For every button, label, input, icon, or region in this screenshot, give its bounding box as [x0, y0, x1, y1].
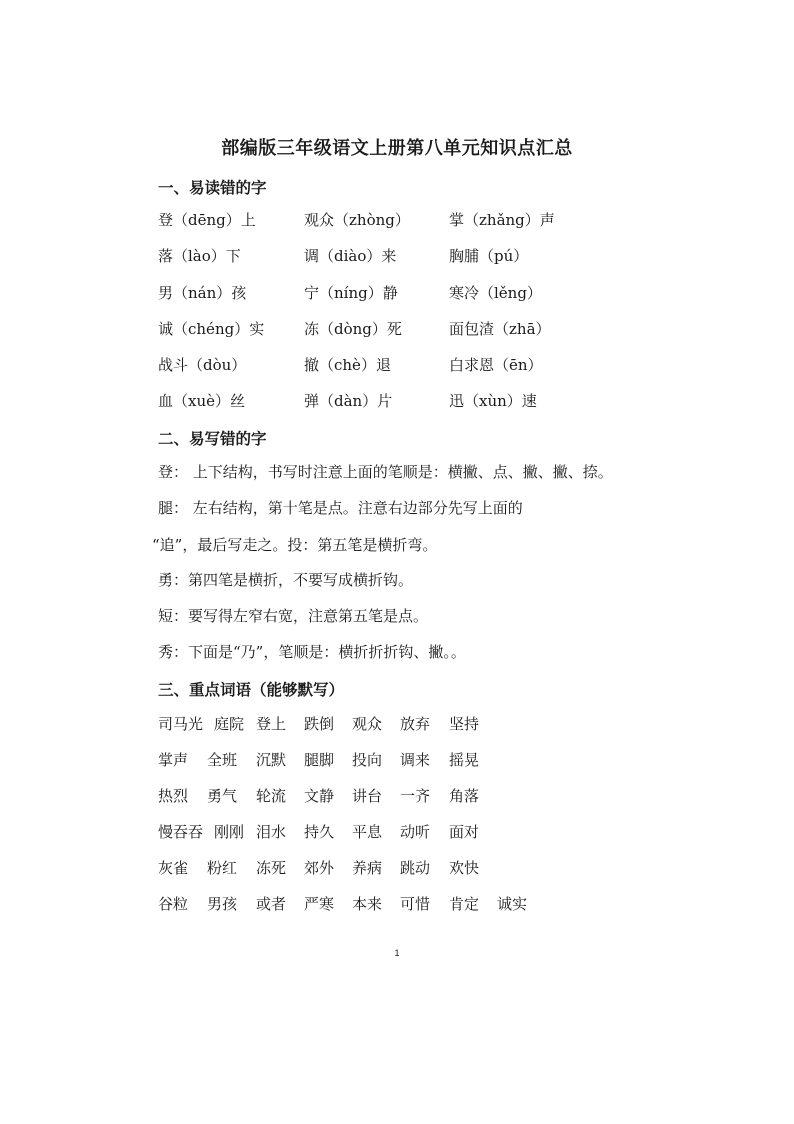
pinyin-cell: 面包渣（zhā） [449, 320, 551, 338]
pinyin-cell: 观众（zhòng） [304, 211, 410, 229]
word-item: 男孩 [207, 895, 238, 913]
word-item: 摇晃 [449, 751, 480, 769]
pinyin-cell: 迅（xùn）速 [449, 392, 537, 410]
pinyin-cell: 男（nán）孩 [158, 284, 247, 302]
word-item: 放弃 [400, 715, 431, 733]
word-item: 粉红 [207, 859, 238, 877]
word-item: 谷粒 [158, 895, 189, 913]
page-number: 1 [394, 948, 400, 958]
word-item: 角落 [449, 787, 480, 805]
word-item: 可惜 [400, 895, 431, 913]
writing-note: 秀：下面是“乃”，笔顺是：横折折折钩、撇。。 [158, 643, 466, 661]
word-item: 庭院 [214, 715, 245, 733]
word-item: 平息 [352, 823, 383, 841]
writing-note: 登： 上下结构，书写时注意上面的笔顺是：横撇、点、撇、撇、捺。 [158, 463, 613, 481]
pinyin-cell: 落（lào）下 [158, 247, 241, 265]
pinyin-cell: 冻（dòng）死 [304, 320, 402, 338]
word-item: 坚持 [449, 715, 480, 733]
word-item: 养病 [352, 859, 383, 877]
word-item: 文静 [304, 787, 335, 805]
word-item: 讲台 [352, 787, 383, 805]
word-item: 慢吞吞 [158, 823, 204, 841]
pinyin-cell: 掌（zhǎng）声 [449, 211, 555, 229]
word-item: 沉默 [256, 751, 287, 769]
word-item: 持久 [304, 823, 335, 841]
word-item: 严寒 [304, 895, 335, 913]
word-item: 热烈 [158, 787, 189, 805]
section2-heading: 二、易写错的字 [158, 429, 267, 448]
writing-note: “追”，最后写走之。投：第五笔是横折弯。 [152, 536, 438, 554]
word-item: 冻死 [256, 859, 287, 877]
pinyin-cell: 宁（níng）静 [304, 284, 398, 302]
word-item: 本来 [352, 895, 383, 913]
pinyin-cell: 调（diào）来 [304, 247, 397, 265]
writing-note: 腿： 左右结构，第十笔是点。注意右边部分先写上面的 [158, 499, 523, 517]
page-title: 部编版三年级语文上册第八单元知识点汇总 [221, 138, 573, 159]
pinyin-cell: 弹（dàn）片 [304, 392, 393, 410]
word-item: 腿脚 [304, 751, 335, 769]
word-item: 掌声 [158, 751, 189, 769]
pinyin-cell: 寒冷（lěng） [449, 284, 542, 302]
word-item: 动听 [400, 823, 431, 841]
writing-note: 短：要写得左窄右宽，注意第五笔是点。 [158, 607, 429, 625]
word-item: 登上 [256, 715, 287, 733]
pinyin-cell: 白求恩（ēn） [449, 356, 543, 374]
word-item: 郊外 [304, 859, 335, 877]
pinyin-cell: 战斗（dòu） [158, 356, 247, 374]
word-item: 欢快 [449, 859, 480, 877]
word-item: 刚刚 [214, 823, 245, 841]
word-item: 轮流 [256, 787, 287, 805]
section1-heading: 一、易读错的字 [158, 178, 267, 197]
pinyin-cell: 血（xuè）丝 [158, 392, 245, 410]
writing-note: 勇：第四笔是横折，不要写成横折钩。 [158, 571, 414, 589]
word-item: 勇气 [207, 787, 238, 805]
word-item: 全班 [207, 751, 238, 769]
section3-heading: 三、重点词语（能够默写） [158, 680, 345, 699]
word-item: 一齐 [400, 787, 431, 805]
pinyin-cell: 撤（chè）退 [304, 356, 391, 374]
word-item: 或者 [256, 895, 287, 913]
word-item: 诚实 [497, 895, 528, 913]
word-item: 跳动 [400, 859, 431, 877]
word-item: 司马光 [158, 715, 204, 733]
word-item: 灰雀 [158, 859, 189, 877]
word-item: 调来 [400, 751, 431, 769]
word-item: 投向 [352, 751, 383, 769]
word-item: 肯定 [449, 895, 480, 913]
word-item: 跌倒 [304, 715, 335, 733]
word-item: 面对 [449, 823, 480, 841]
word-item: 泪水 [256, 823, 287, 841]
pinyin-cell: 登（dēng）上 [158, 211, 256, 229]
pinyin-cell: 胸脯（pú） [449, 247, 529, 265]
word-item: 观众 [352, 715, 383, 733]
pinyin-cell: 诚（chéng）实 [158, 320, 265, 338]
